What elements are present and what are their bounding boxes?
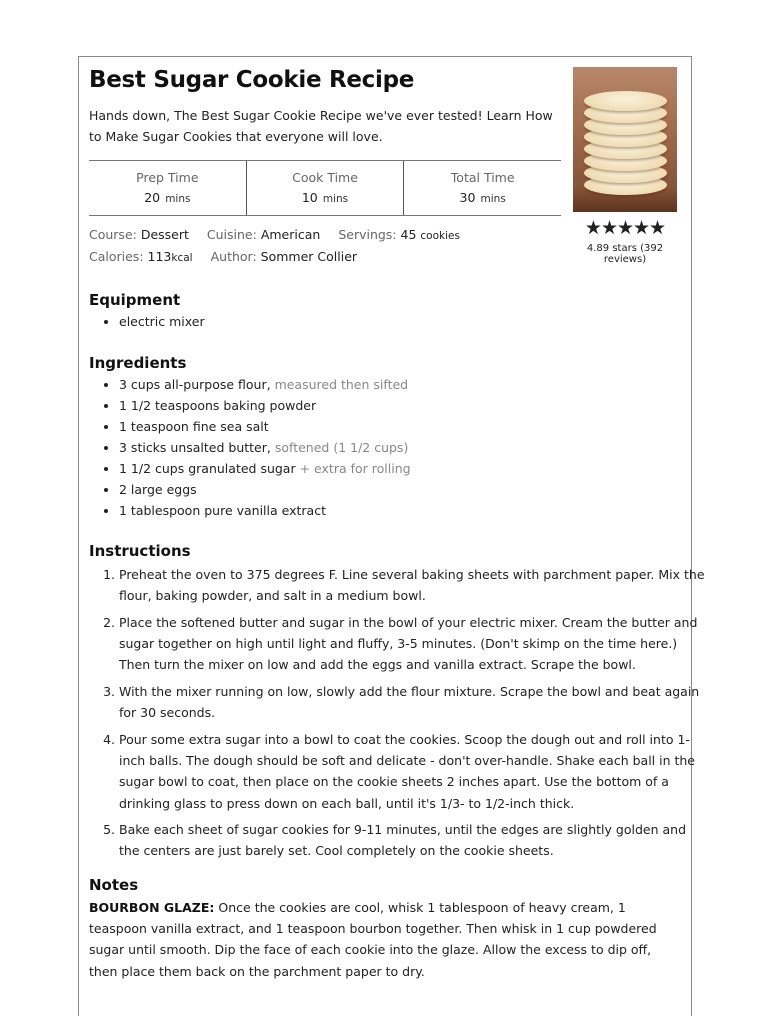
total-time-value: 30 [459,190,476,205]
calories-unit: kcal [171,252,193,264]
course-value: Dessert [140,227,189,242]
instruction-step: 4. Pour some extra sugar into a bowl to coat the cookies. Scoop the dough out and roll into 1-inch balls. The dough should be soft and delicate - don't over-handle. Shake each ball in the sugar bowl to coat, then place on the cookie sheets 2 inches apart. Use the bottom of a drinking glass to press down on each ball, until it's 1/3- to 1/2-inch thick. [119,729,709,814]
ingredient-text: 1 teaspoon fine sea salt [119,419,269,434]
cuisine-value: American [260,227,321,242]
total-time-unit: mins [480,193,506,205]
recipe-times [89,160,561,216]
notes-heading: Notes [89,876,139,894]
cook-time-label: Cook Time [292,170,358,185]
total-time [403,161,561,215]
cook-time [246,161,404,215]
servings-unit: cookies [420,230,460,242]
ingredient-text: 1 1/2 cups granulated sugar [119,461,296,476]
instruction-step: 1. Preheat the oven to 375 degrees F. Line several baking sheets with parchment paper. Mix the flour, baking powder, and salt in a medium bowl. [119,564,709,606]
ingredient-text: 1 1/2 teaspoons baking powder [119,398,317,413]
recipe-title: Best Sugar Cookie Recipe [89,67,415,93]
ingredient-note: measured then sifted [274,377,409,392]
prep-time-unit: mins [165,193,191,205]
cook-time-value: 10 [301,190,318,205]
ingredient-item [119,395,411,416]
equipment-item-text: electric mixer [119,314,205,329]
prep-time-label: Prep Time [136,170,199,185]
recipe-card [78,56,705,1016]
recipe-meta-row-2 [89,249,357,264]
rating-text: 4.89 stars (392 reviews) [586,243,664,265]
ingredient-item [119,500,411,521]
equipment-list [89,311,205,332]
instruction-step: 5. Bake each sheet of sugar cookies for 9-11 minutes, until the edges are slightly golden and the centers are just barely set. Cool completely on the cookie sheets. [119,819,709,861]
equipment-heading: Equipment [89,291,181,309]
course-label: Course: [89,227,137,242]
recipe-summary: Hands down, The Best Sugar Cookie Recipe we've ever tested! Learn How to Make Sugar Cookies that everyone will love. [89,108,553,144]
ingredient-text: 2 large eggs [119,482,197,497]
ingredients-heading: Ingredients [89,354,187,372]
prep-time-value: 20 [144,190,161,205]
ingredient-item [119,479,411,500]
notes-label: BOURBON GLAZE: [89,900,215,915]
ingredients-list [89,374,411,521]
instruction-step: 2. Place the softened butter and sugar in the bowl of your electric mixer. Cream the butter and sugar together on high until light and fluffy, 3-5 minutes. (Don't skimp on the time here.) Then turn the mixer on low and add the eggs and vanilla extract. Scrape the bowl. [119,612,709,676]
ingredient-note: + extra for rolling [299,461,411,476]
ingredient-item [119,416,411,437]
instruction-step: 3. With the mixer running on low, slowly add the flour mixture. Scrape the bowl and beat again for 30 seconds. [119,681,709,723]
servings-label: Servings: [338,227,397,242]
instructions-heading: Instructions [89,542,191,560]
total-time-label: Total Time [450,170,515,185]
prep-time [89,161,246,215]
ingredient-note: softened (1 1/2 cups) [274,440,409,455]
ingredient-text: 1 tablespoon pure vanilla extract [119,503,326,518]
notes-text: Once the cookies are cool, whisk 1 tablespoon of heavy cream, 1 teaspoon vanilla extract, and 1 teaspoon bourbon together. Then whisk in 1 cup powdered sugar until smooth. Dip the face of each cookie into the glaze. Allow the excess to dip off, then place them back on the parchment paper to dry. [89,900,657,979]
calories-label: Calories: [89,249,144,264]
ingredient-item [119,374,411,395]
servings-value: 45 [400,227,417,242]
cuisine-label: Cuisine: [206,227,257,242]
equipment-item [119,311,205,332]
cookie-shape [584,91,667,111]
calories-value: 113 [147,249,172,264]
ingredient-text: 3 sticks unsalted butter, [119,440,271,455]
author-label: Author: [210,249,257,264]
ingredient-text: 3 cups all-purpose flour, [119,377,271,392]
ingredient-item [119,458,411,479]
instructions-list [89,564,709,867]
cook-time-unit: mins [322,193,349,205]
recipe-meta-row-1 [89,227,460,242]
star-rating-icon[interactable]: ★★★★★ [584,217,666,239]
recipe-photo [573,67,677,212]
author-value: Sommer Collier [260,249,358,264]
notes-body [89,897,681,982]
ingredient-item [119,437,411,458]
